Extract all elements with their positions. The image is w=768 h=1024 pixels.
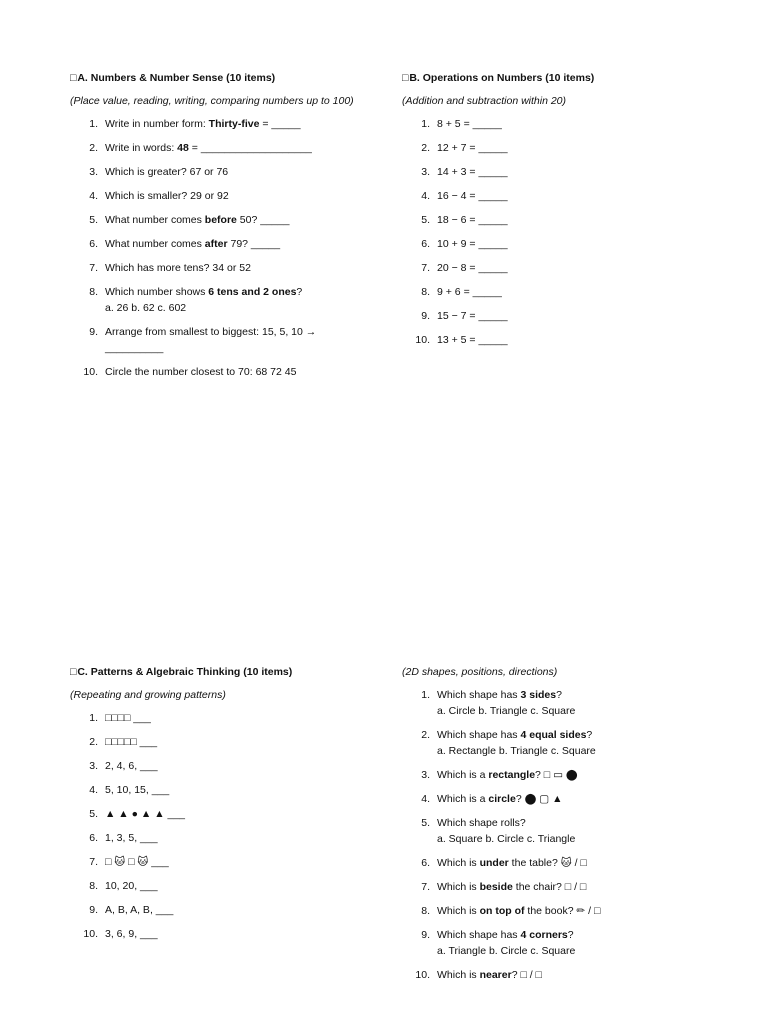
question-text: Which is nearer? □ / □ — [437, 969, 542, 981]
question-text: 12 + 7 = _____ — [437, 142, 508, 154]
question-text: 3, 6, 9, ___ — [105, 928, 158, 940]
question-text: Write in words: 48 = ___________________ — [105, 142, 312, 154]
question-item — [70, 710, 380, 726]
question-text: 18 − 6 = _____ — [437, 214, 508, 226]
question-number: 2. — [421, 142, 430, 154]
section-operations — [402, 70, 702, 356]
question-text: 2, 4, 6, ___ — [105, 760, 158, 772]
question-number: 6. — [89, 238, 98, 250]
question-item — [70, 878, 380, 894]
question-number: 1. — [89, 712, 98, 724]
question-item — [402, 212, 702, 228]
question-list — [402, 687, 702, 983]
question-item — [402, 791, 702, 807]
section-subtitle: (Place value, reading, writing, comparing numbers up to 100) — [70, 95, 354, 107]
section-subtitle: (Repeating and growing patterns) — [70, 689, 226, 701]
question-item — [402, 164, 702, 180]
question-number: 6. — [89, 832, 98, 844]
question-text: Write in number form: Thirty-five = _____ — [105, 118, 301, 130]
question-item — [70, 830, 380, 846]
section-patterns — [70, 664, 380, 950]
question-item — [70, 116, 380, 132]
question-number: 2. — [89, 736, 98, 748]
question-text: Which is beside the chair? □ / □ — [437, 881, 587, 893]
question-number: 4. — [89, 190, 98, 202]
question-number: 2. — [421, 729, 430, 741]
question-item — [402, 879, 702, 895]
question-number: 8. — [89, 880, 98, 892]
question-text: 5, 10, 15, ___ — [105, 784, 170, 796]
question-list — [402, 116, 702, 348]
question-number: 9. — [89, 904, 98, 916]
question-number: 1. — [89, 118, 98, 130]
question-text: Which is greater? 67 or 76 — [105, 166, 229, 178]
question-item — [402, 140, 702, 156]
question-item — [402, 284, 702, 300]
question-number: 9. — [421, 929, 430, 941]
question-text: 20 − 8 = _____ — [437, 262, 508, 274]
question-text: Which shape has 4 equal sides? a. Rectangle b. Triangle c. Square — [437, 727, 702, 759]
question-text: Circle the number closest to 70: 68 72 45 — [105, 366, 297, 378]
checkbox-icon: □ — [70, 72, 77, 84]
question-text: 16 − 4 = _____ — [437, 190, 508, 202]
question-text: Which shape rolls? a. Square b. Circle c. Triangle — [437, 815, 702, 847]
question-number: 10. — [83, 928, 98, 940]
question-number: 10. — [83, 366, 98, 378]
question-item — [402, 188, 702, 204]
question-text: □□□□□ ___ — [105, 736, 158, 748]
checkbox-icon: □ — [402, 72, 409, 84]
section-subtitle: (Addition and subtraction within 20) — [402, 95, 567, 107]
question-text: 10 + 9 = _____ — [437, 238, 508, 250]
question-text: 8 + 5 = _____ — [437, 118, 502, 130]
question-text: What number comes before 50? _____ — [105, 214, 290, 226]
question-number: 7. — [89, 856, 98, 868]
question-text: 10, 20, ___ — [105, 880, 158, 892]
question-number: 8. — [89, 286, 98, 298]
question-number: 8. — [421, 905, 430, 917]
question-number: 3. — [421, 166, 430, 178]
question-item — [402, 903, 702, 919]
question-number: 10. — [415, 969, 430, 981]
question-text: Which shape has 4 corners? a. Triangle b. Circle c. Square — [437, 927, 702, 959]
question-number: 7. — [89, 262, 98, 274]
question-item — [70, 854, 380, 870]
question-text: Arrange from smallest to biggest: 15, 5, 10 → __________ — [105, 324, 380, 356]
answer-options: a. Square b. Circle c. Triangle — [437, 833, 576, 845]
question-text: ▲ ▲ ● ▲ ▲ ___ — [105, 808, 186, 820]
question-number: 1. — [421, 118, 430, 130]
question-item — [402, 116, 702, 132]
question-number: 7. — [421, 262, 430, 274]
question-item — [402, 967, 702, 983]
question-number: 5. — [89, 808, 98, 820]
question-number: 5. — [421, 817, 430, 829]
question-item — [402, 236, 702, 252]
question-number: 1. — [421, 689, 430, 701]
question-text: Which is on top of the book? ✏ / □ — [437, 905, 601, 917]
answer-options: a. 26 b. 62 c. 602 — [105, 302, 187, 314]
question-text: Which is a circle? ⬤ ▢ ▲ — [437, 793, 563, 805]
question-item — [70, 926, 380, 942]
question-text: □ 🐱 □ 🐱 ___ — [105, 856, 169, 868]
question-item — [402, 927, 702, 959]
section-subtitle: (2D shapes, positions, directions) — [402, 666, 558, 678]
question-number: 9. — [421, 310, 430, 322]
answer-options: a. Triangle b. Circle c. Square — [437, 945, 576, 957]
question-item — [70, 260, 380, 276]
question-text: 1, 3, 5, ___ — [105, 832, 158, 844]
question-item — [70, 324, 380, 356]
section-heading — [70, 664, 380, 680]
question-text: 13 + 5 = _____ — [437, 334, 508, 346]
question-item — [70, 734, 380, 750]
question-text: Which shape has 3 sides? a. Circle b. Triangle c. Square — [437, 687, 702, 719]
question-list — [70, 116, 380, 380]
answer-options: a. Rectangle b. Triangle c. Square — [437, 745, 596, 757]
question-item — [70, 140, 380, 156]
question-text: Which is a rectangle? □ ▭ ⬤ — [437, 769, 578, 781]
question-list — [70, 710, 380, 942]
question-item — [402, 727, 702, 759]
checkbox-icon: □ — [70, 666, 77, 678]
question-number: 4. — [421, 793, 430, 805]
question-item — [402, 687, 702, 719]
question-item — [70, 782, 380, 798]
question-item — [402, 767, 702, 783]
question-text: Which is smaller? 29 or 92 — [105, 190, 229, 202]
section-heading — [402, 70, 702, 86]
question-number: 3. — [89, 166, 98, 178]
answer-options: a. Circle b. Triangle c. Square — [437, 705, 576, 717]
question-number: 5. — [89, 214, 98, 226]
question-text: Which is under the table? 🐱 / □ — [437, 857, 587, 869]
question-number: 8. — [421, 286, 430, 298]
question-text: What number comes after 79? _____ — [105, 238, 281, 250]
question-text: 15 − 7 = _____ — [437, 310, 508, 322]
question-text: Which number shows 6 tens and 2 ones? a. 26 b. 62 c. 602 — [105, 284, 380, 316]
question-number: 6. — [421, 238, 430, 250]
question-number: 3. — [89, 760, 98, 772]
question-item — [70, 364, 380, 380]
question-item — [70, 236, 380, 252]
question-item — [70, 284, 380, 316]
question-number: 4. — [89, 784, 98, 796]
question-text: A, B, A, B, ___ — [105, 904, 174, 916]
question-number: 7. — [421, 881, 430, 893]
question-number: 4. — [421, 190, 430, 202]
question-text: 14 + 3 = _____ — [437, 166, 508, 178]
question-number: 9. — [89, 326, 98, 338]
question-number: 6. — [421, 857, 430, 869]
section-heading — [70, 70, 380, 86]
question-text: Which has more tens? 34 or 52 — [105, 262, 251, 274]
section-title: A. Numbers & Number Sense (10 items) — [77, 72, 276, 84]
answer-blank: __________ — [105, 342, 164, 354]
question-item — [402, 260, 702, 276]
question-text: □□□□ ___ — [105, 712, 151, 724]
question-number: 5. — [421, 214, 430, 226]
question-item — [70, 806, 380, 822]
section-title: B. Operations on Numbers (10 items) — [409, 72, 595, 84]
question-number: 3. — [421, 769, 430, 781]
question-item — [402, 308, 702, 324]
question-item — [70, 758, 380, 774]
section-title: C. Patterns & Algebraic Thinking (10 items) — [77, 666, 293, 678]
question-item — [402, 855, 702, 871]
question-item — [70, 188, 380, 204]
question-item — [70, 212, 380, 228]
question-item — [402, 815, 702, 847]
section-numbers — [70, 70, 380, 388]
question-item — [70, 164, 380, 180]
question-item — [402, 332, 702, 348]
section-geometry — [402, 664, 702, 991]
question-number: 10. — [415, 334, 430, 346]
question-text: 9 + 6 = _____ — [437, 286, 502, 298]
question-item — [70, 902, 380, 918]
question-number: 2. — [89, 142, 98, 154]
